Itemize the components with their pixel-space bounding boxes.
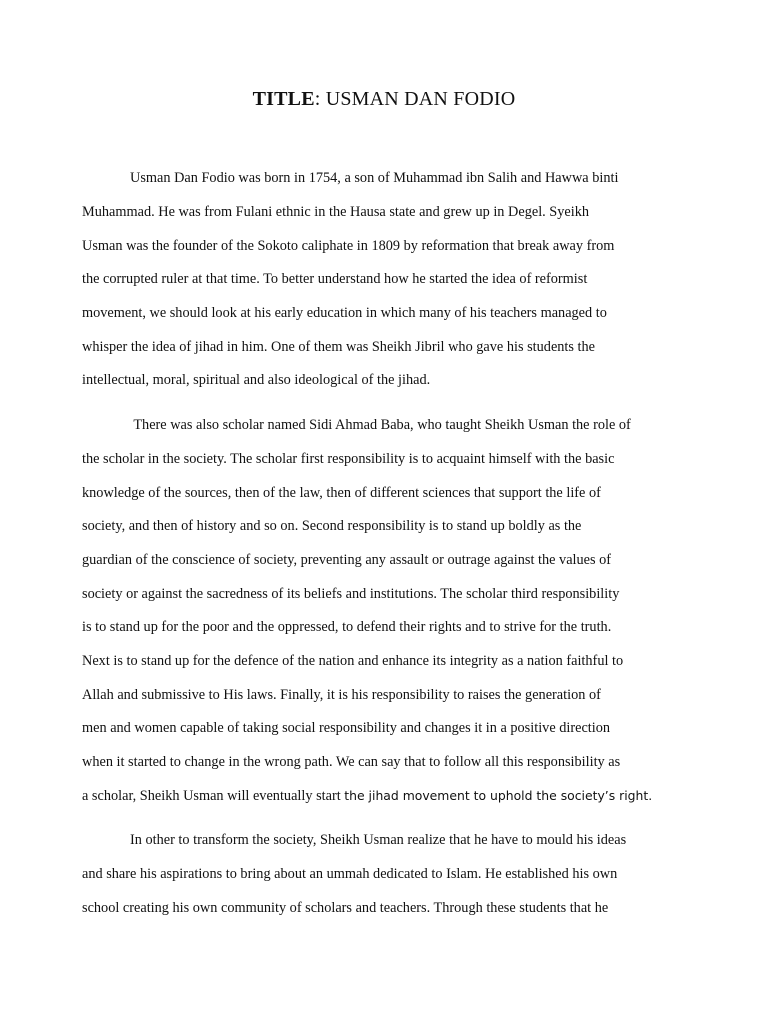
paragraph-line: when it started to change in the wrong path. We can say that to follow all this responsibility as: [82, 754, 621, 770]
paragraph-line: knowledge of the sources, then of the law, then of different sciences that support the life of: [82, 485, 601, 501]
page-title: [0, 86, 768, 112]
paragraph-line: Next is to stand up for the defence of the nation and enhance its integrity as a nation faithful to: [82, 653, 624, 669]
paragraph-line: guardian of the conscience of society, preventing any assault or outrage against the values of: [82, 552, 612, 568]
paragraph-line: [82, 787, 652, 805]
paragraph-line: In other to transform the society, Sheikh Usman realize that he have to mould his ideas: [130, 832, 627, 848]
paragraph-line: movement, we should look at his early education in which many of his teachers managed to: [82, 305, 607, 321]
paragraph-line: There was also scholar named Sidi Ahmad Baba, who taught Sheikh Usman the role of: [130, 417, 631, 433]
paragraph-line: society, and then of history and so on. Second responsibility is to stand up boldly as the: [82, 518, 582, 534]
paragraph-line-part: a scholar, Sheikh Usman will eventually start: [82, 788, 345, 804]
paragraph-line: school creating his own community of scholars and teachers. Through these students that he: [82, 900, 609, 916]
paragraph-line: society or against the sacredness of its beliefs and institutions. The scholar third responsibility: [82, 586, 620, 602]
paragraph-line-part: the jihad movement to uphold the society’s right.: [344, 788, 653, 803]
title-text: : USMAN DAN FODIO: [314, 88, 516, 110]
paragraph-line: whisper the idea of jihad in him. One of them was Sheikh Jibril who gave his students the: [82, 339, 596, 355]
paragraph-line: Usman Dan Fodio was born in 1754, a son of Muhammad ibn Salih and Hawwa binti: [130, 170, 619, 186]
paragraph-line: Allah and submissive to His laws. Finally, it is his responsibility to raises the generation of: [82, 687, 601, 703]
paragraph-line: the scholar in the society. The scholar first responsibility is to acquaint himself with the basic: [82, 451, 615, 467]
paragraph-line: and share his aspirations to bring about an ummah dedicated to Islam. He established his own: [82, 866, 618, 882]
paragraph-line: Muhammad. He was from Fulani ethnic in the Hausa state and grew up in Degel. Syeikh: [82, 204, 590, 220]
title-label: TITLE: [252, 88, 315, 110]
paragraph-line: Usman was the founder of the Sokoto caliphate in 1809 by reformation that break away from: [82, 238, 615, 254]
paragraph-line: intellectual, moral, spiritual and also ideological of the jihad.: [82, 372, 431, 388]
paragraph-line: is to stand up for the poor and the oppressed, to defend their rights and to strive for the truth.: [82, 619, 612, 635]
paragraph-line: men and women capable of taking social responsibility and changes it in a positive direction: [82, 720, 611, 736]
paragraph-line: the corrupted ruler at that time. To better understand how he started the idea of reformist: [82, 271, 588, 287]
